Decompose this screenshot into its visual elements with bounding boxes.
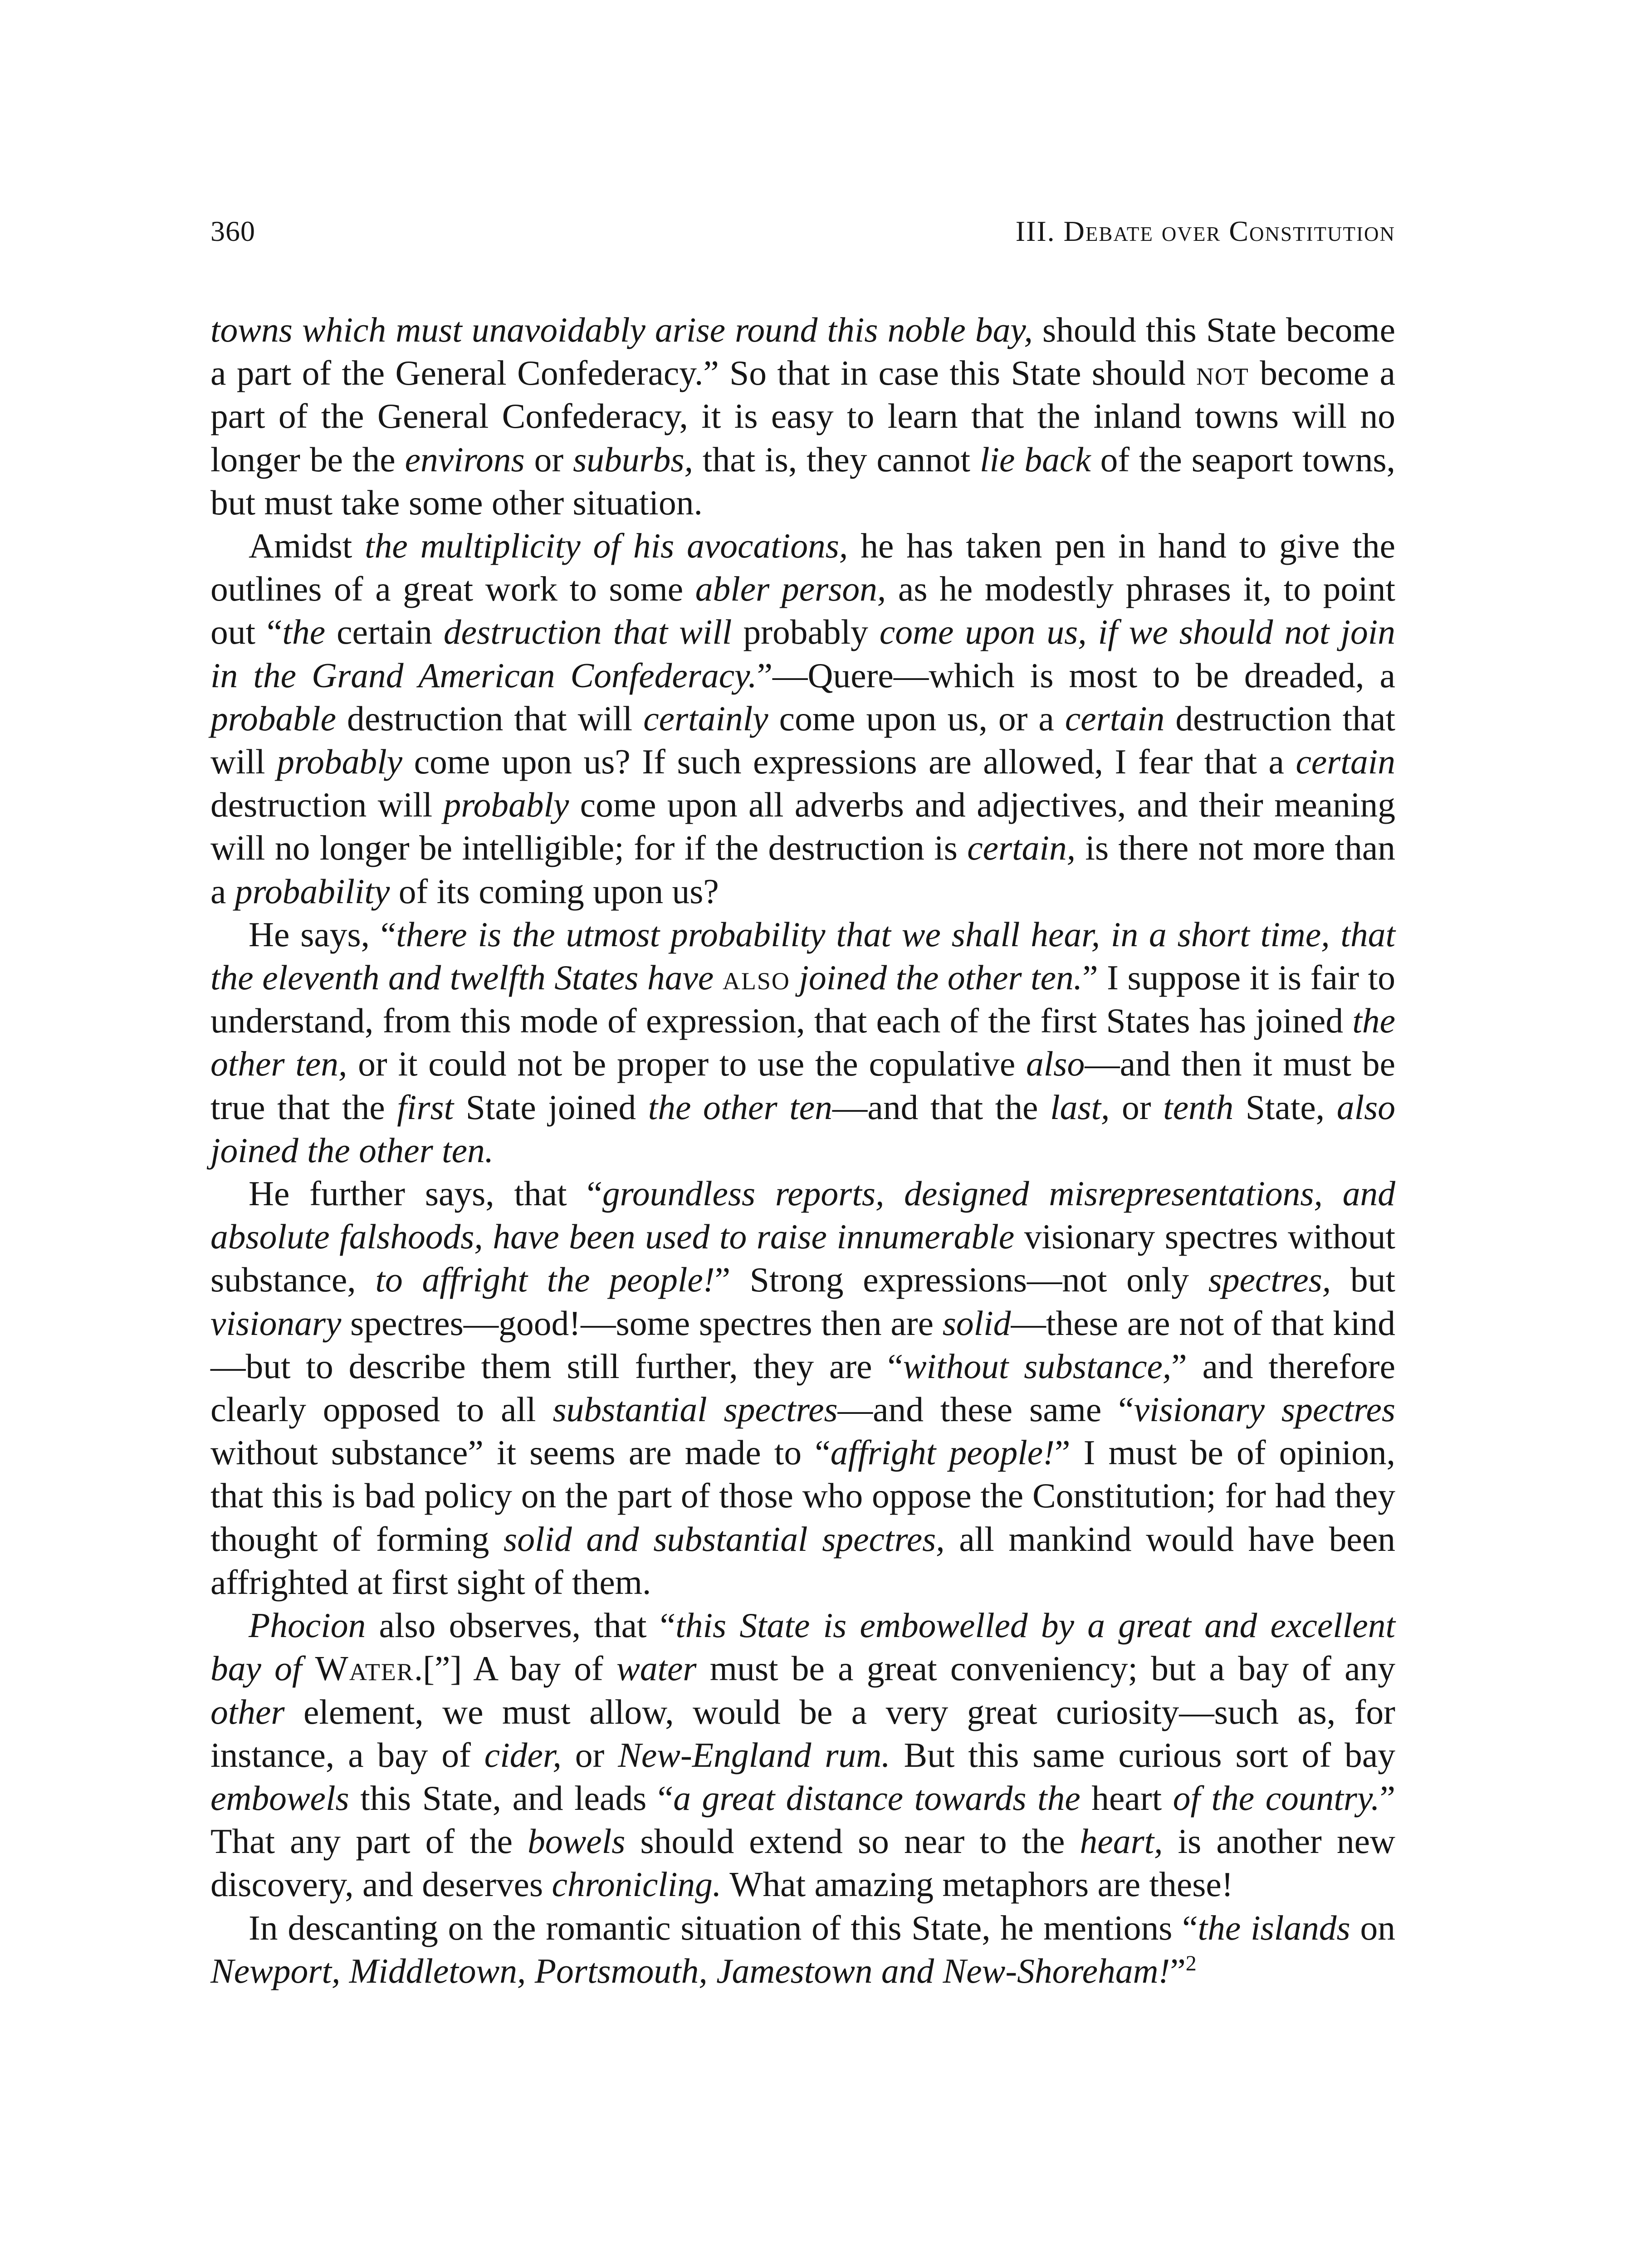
italic-run: probably [277,742,403,782]
italic-run: certain [1065,699,1165,738]
italic-run: probability [235,871,390,911]
italic-run: solid [942,1303,1011,1343]
text-run: He further says, that “ [249,1174,602,1213]
italic-run: destruction that will [443,612,732,652]
book-page [210,217,1395,1993]
italic-run: the other ten, [210,1001,1395,1084]
italic-run: to affright the people! [375,1260,715,1300]
italic-run: there is the utmost probability that we shall hear, in a short time, that the eleventh and twelfth States have [210,914,1395,997]
italic-run: certain [1296,742,1395,782]
italic-run: without substance, [903,1346,1172,1386]
text-run: ” [1170,1951,1186,1990]
italic-run: heart, [1080,1822,1163,1861]
text-run: come upon us, or a [768,699,1065,738]
text-run: that is, they cannot [693,440,980,479]
text-run: as he modestly phrases it, to point out “ [210,569,1395,652]
text-run: State, [1233,1087,1337,1127]
italic-run: suburbs, [573,440,693,479]
text-run: come upon all adverbs and adjectives, and their meaning will no longer be intelligible; for if the destruction is [210,785,1395,868]
italic-run: joined the other ten. [799,958,1083,997]
text-run [790,958,799,997]
text-run: he has taken pen in hand to give the outlines of a great work to some [210,526,1395,609]
italic-run: a great distance towards the [673,1778,1081,1818]
paragraph [210,1172,1395,1604]
italic-run: chronicling. [552,1865,722,1904]
small-caps-run: not [1196,353,1249,393]
paragraph [210,1906,1395,1993]
italic-run: affright people! [830,1433,1055,1472]
italic-run: of the country. [1173,1778,1380,1818]
text-run: visionary spectres without substance, [210,1217,1395,1300]
text-run: without substance” it seems are made to “ [210,1433,831,1472]
paragraph [210,1604,1395,1906]
italic-run: probably [443,785,569,825]
text-run: ” Strong expressions—not only [714,1260,1208,1300]
italic-run: towns which must unavoidably arise round this noble bay, [210,310,1033,349]
text-run: or [524,440,573,479]
running-head [210,217,1395,258]
italic-run: embowels [210,1778,349,1818]
italic-run: bowels [528,1822,626,1861]
small-caps-run: Water [315,1649,414,1688]
text-run: should extend so near to the [625,1822,1080,1861]
italic-run: this State is embowelled by a great and excellent bay of [210,1606,1395,1688]
italic-run: the islands [1198,1908,1350,1947]
text-run: or [561,1735,618,1774]
text-run: ” That any part of the [210,1778,1395,1861]
italic-run: probable [210,699,336,738]
italic-run: cider, [484,1735,562,1774]
italic-run: Newport, Middletown, Portsmouth, Jamestown and New-Shoreham! [210,1951,1170,1990]
small-caps-run: also [722,958,790,997]
paragraph [210,308,1395,524]
text-run: also observes, that “ [366,1606,676,1645]
text-run: all mankind would have been affrighted at first sight of them. [210,1519,1395,1602]
text-run: —and that the [832,1087,1051,1127]
text-run: destruction will [210,785,444,825]
text-run: but [1331,1260,1395,1300]
text-run [302,1649,315,1688]
text-run: But this same curious sort of bay [890,1735,1396,1774]
running-title: III. Debate over Constitution [1015,215,1395,247]
italic-run: certainly [643,699,768,738]
text-run: What amazing metaphors are these! [721,1865,1233,1904]
italic-run: New-England rum. [618,1735,890,1774]
text-run: Amidst [249,526,365,566]
italic-run: tenth [1163,1087,1234,1127]
italic-run: also joined the other ten. [210,1087,1396,1170]
text-run: become a part of the General Confederacy, it is easy to learn that the inland towns will no longer be the [210,353,1396,479]
text-run: probably [732,612,880,652]
text-run: —these are not of that kind—but to describe them still further, they are “ [210,1303,1395,1386]
text-run: or [1110,1087,1164,1127]
text-run: In descanting on the romantic situation of this State, he mentions “ [249,1908,1198,1947]
text-run [714,958,723,997]
body-text [210,308,1395,1993]
footnote-marker: 2 [1185,1951,1197,1975]
italic-run: Phocion [249,1606,366,1645]
text-run: spectres—good!—some spectres then are [341,1303,943,1343]
italic-run: other [210,1692,285,1731]
italic-run: groundless reports, designed misrepresentations, and absolute falshoods, have been used to raise innumerable [210,1174,1395,1256]
page-number: 360 [210,215,255,247]
text-run: State joined [454,1087,648,1127]
paragraph [210,913,1395,1172]
italic-run: lie back [979,440,1091,479]
text-run: must be a great conveniency; but a bay of any [696,1649,1395,1688]
text-run: or it could not be proper to use the copulative [347,1044,1027,1084]
text-run: of the seaport towns, but must take some other situation. [210,440,1395,522]
text-run: —and these same “ [837,1390,1134,1429]
text-run: —and then it must be true that the [210,1044,1395,1127]
text-run: certain [325,612,444,652]
text-run: come upon us? If such expressions are allowed, I fear that a [402,742,1296,782]
italic-run: first [397,1087,454,1127]
text-run: ”—Quere—which is most to be dreaded, a [757,655,1395,695]
text-run: ” I must be of opinion, that this is bad policy on the part of those who oppose the Constitution; for had they thought of forming [210,1433,1395,1559]
italic-run: solid and substantial spectres, [504,1519,945,1559]
italic-run: come upon us, if we should not join in the Grand American Confederacy. [210,612,1395,695]
italic-run: certain, [967,828,1076,868]
paragraph [210,524,1395,913]
text-run: of its coming upon us? [390,871,719,911]
italic-run: visionary [210,1303,342,1343]
italic-run: the other ten [648,1087,832,1127]
italic-run: spectres, [1208,1260,1331,1300]
text-run: should this State become a part of the General Confederacy.” So that in case this State should [210,310,1396,393]
italic-run: also [1026,1044,1085,1084]
text-run: ” I suppose it is fair to understand, from this mode of expression, that each of the first States has joined [210,958,1396,1041]
text-run: is there not more than a [210,828,1395,911]
text-run: ” and therefore clearly opposed to all [210,1346,1395,1429]
italic-run: the [282,612,326,652]
italic-run: substantial spectres [552,1390,838,1429]
text-run: on [1350,1908,1395,1947]
italic-run: water [616,1649,697,1688]
italic-run: last, [1050,1087,1110,1127]
text-run: destruction that will [210,699,1396,782]
text-run: this State, and leads “ [349,1778,674,1818]
italic-run: environs [405,440,525,479]
text-run: element, we must allow, would be a very great curiosity—such as, for instance, a bay of [210,1692,1395,1774]
text-run: .[”] A bay of [414,1649,617,1688]
italic-run: abler person, [695,569,886,609]
italic-run: visionary spectres [1134,1390,1396,1429]
text-run: destruction that will [336,699,644,738]
text-run: heart [1080,1778,1173,1818]
text-run: He says, “ [249,914,396,954]
italic-run: the multiplicity of his avocations, [365,526,848,566]
text-run: is another new discovery, and deserves [210,1822,1395,1904]
